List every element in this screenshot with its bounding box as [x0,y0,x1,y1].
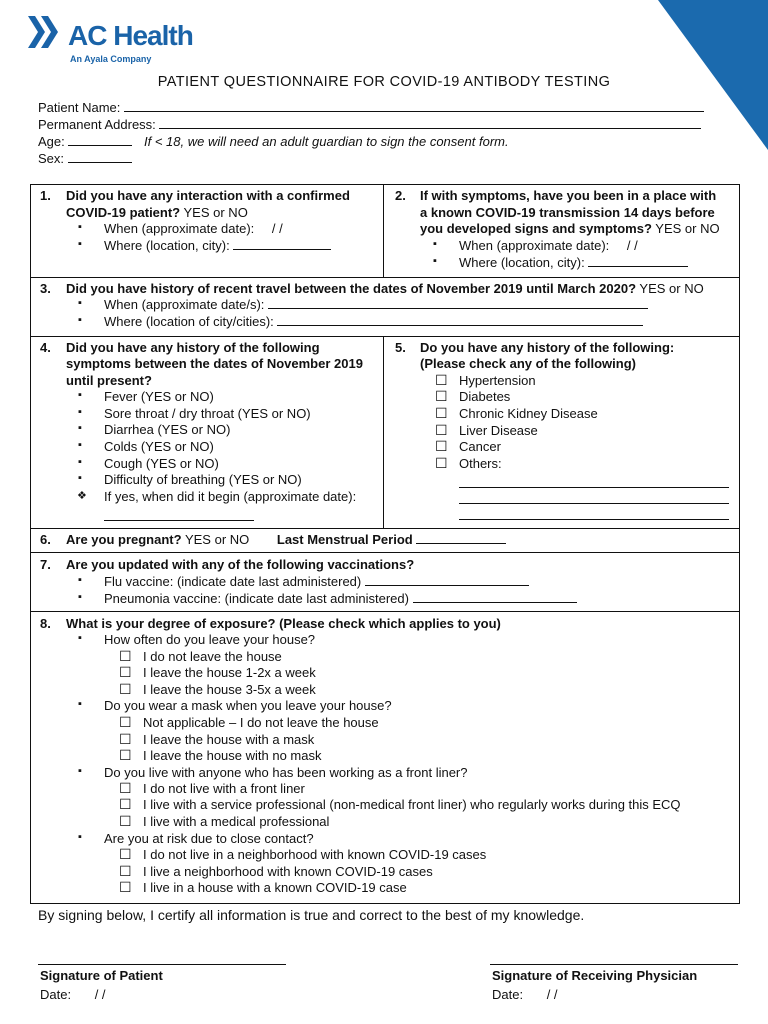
q3-where: ▪ Where (location of city/cities): [104,314,643,329]
q8-number: 8. [40,616,51,631]
q8-question: ▪ Do you live with anyone who has been working as a front liner? [104,765,468,780]
page-title: PATIENT QUESTIONNAIRE FOR COVID-19 ANTIBODY TESTING [157,74,611,90]
q5-others-field[interactable] [459,476,729,488]
address-field[interactable] [159,117,701,129]
patient-name-label: Patient Name: [38,100,121,115]
q5-checkbox-cancer[interactable]: ☐ Cancer [459,439,501,454]
row-divider [30,277,740,278]
q5-checkbox-hypertension[interactable]: ☐ Hypertension [459,373,536,388]
lmp-field[interactable] [416,532,506,544]
q7-flu: ▪ Flu vaccine: (indicate date last administered) [104,574,529,589]
row-divider [30,611,740,612]
physician-date: Date: / / [492,987,558,1002]
certification-text: By signing below, I certify all information is true and correct to the best of my knowledge. [38,907,585,923]
q5-checkbox-diabetes[interactable]: ☐ Diabetes [459,389,510,404]
physician-signature-line[interactable] [490,964,738,965]
q3-text: Did you have history of recent travel between the dates of November 2019 until March 2020? YES or NO [66,281,704,296]
q8-option[interactable]: ☐ I do not leave the house [143,649,282,664]
q8-option[interactable]: ☐ I leave the house with no mask [143,748,322,763]
q2-line3: you developed signs and symptoms? YES or NO [420,221,720,236]
col-divider [383,336,384,528]
q8-question: ▪ Are you at risk due to close contact? [104,831,314,846]
physician-signature-label: Signature of Receiving Physician [492,968,698,983]
q8-option[interactable]: ☐ Not applicable – I do not leave the house [143,715,379,730]
q8-option[interactable]: ☐ I do not live with a front liner [143,781,305,796]
patient-signature-line[interactable] [38,964,286,965]
q4-text: Did you have any history of the following [66,340,320,355]
sex-field[interactable] [68,151,132,163]
q1-when: ▪ When (approximate date): / / [104,221,283,236]
age-row [38,134,509,149]
q8-question: ▪ Do you wear a mask when you leave your house? [104,698,392,713]
q8-option[interactable]: ☐ I do not live in a neighborhood with known COVID-19 cases [143,847,486,862]
q4-symptom[interactable]: ▪ Sore throat / dry throat (YES or NO) [104,406,311,421]
col-divider [383,184,384,277]
q8-option[interactable]: ☐ I leave the house with a mask [143,732,314,747]
q5-text: Do you have any history of the following: [420,340,675,355]
patient-signature-label: Signature of Patient [40,968,163,983]
row-divider [30,552,740,553]
q5-line2: (Please check any of the following) [420,356,636,371]
q4-line3: until present? [66,373,152,388]
age-note: If < 18, we will need an adult guardian to sign the consent form. [144,134,509,149]
age-label: Age: [38,134,65,149]
q8-option[interactable]: ☐ I live with a medical professional [143,814,329,829]
q1-yes-no[interactable]: YES or NO [183,205,248,220]
q3-when: ▪ When (approximate date/s): [104,297,648,312]
logo-name: AC Health [68,20,193,51]
address-label: Permanent Address: [38,117,156,132]
logo-mark-icon [28,16,64,48]
flu-date-field[interactable] [365,574,529,586]
q8-option[interactable]: ☐ I live in a house with a known COVID-19 case [143,880,407,895]
q5-others-field[interactable] [459,508,729,520]
q3-yes-no[interactable]: YES or NO [639,281,704,296]
q1-where-field[interactable] [233,238,331,250]
q8-option[interactable]: ☐ I live a neighborhood with known COVID-19 cases [143,864,433,879]
q5-checkbox-liver[interactable]: ☐ Liver Disease [459,423,538,438]
q7-text: Are you updated with any of the following vaccinations? [66,557,415,572]
q4-number: 4. [40,340,51,355]
q2-text: If with symptoms, have you been in a place with [420,188,717,203]
q4-symptom[interactable]: ▪ Diarrhea (YES or NO) [104,422,230,437]
q2-when: ▪ When (approximate date): / / [459,238,638,253]
q6-text: Are you pregnant? YES or NO Last Menstrual Period [66,532,506,547]
q2-number: 2. [395,188,406,203]
q8-option[interactable]: ☐ I leave the house 1-2x a week [143,665,316,680]
q5-checkbox-ckd[interactable]: ☐ Chronic Kidney Disease [459,406,598,421]
patient-name-field[interactable] [124,100,704,112]
q1-text: Did you have any interaction with a confirmed [66,188,350,203]
q4-symptom[interactable]: ▪ Fever (YES or NO) [104,389,214,404]
q4-line2: symptoms between the dates of November 2019 [66,356,363,371]
row-divider [30,528,740,529]
q8-option[interactable]: ☐ I leave the house 3-5x a week [143,682,316,697]
patient-date: Date: / / [40,987,106,1002]
sex-label: Sex: [38,151,65,166]
ac-health-logo [28,16,228,66]
q5-number: 5. [395,340,406,355]
row-divider [30,336,740,337]
q3-where-field[interactable] [277,314,643,326]
q2-line2: a known COVID-19 transmission 14 days before [420,205,715,220]
q4-symptom[interactable]: ▪ Cough (YES or NO) [104,456,219,471]
q7-number: 7. [40,557,51,572]
patient-name-row [38,100,704,115]
q4-symptom[interactable]: ▪ Colds (YES or NO) [104,439,214,454]
q8-option[interactable]: ☐ I live with a service professional (non-medical front liner) who regularly works during this ECQ [143,797,681,812]
q8-question: ▪ How often do you leave your house? [104,632,315,647]
q4-if-yes: ❖ If yes, when did it begin (approximate date): [104,489,356,504]
q6-number: 6. [40,532,51,547]
q4-symptom[interactable]: ▪ Difficulty of breathing (YES or NO) [104,472,302,487]
address-row [38,117,701,132]
age-field[interactable] [68,134,132,146]
q1-line2: COVID-19 patient? YES or NO [66,205,248,220]
q1-number: 1. [40,188,51,203]
q6-yes-no[interactable]: YES or NO [184,532,250,547]
logo-tagline: An Ayala Company [70,54,152,64]
q3-number: 3. [40,281,51,296]
q8-text: What is your degree of exposure? (Please check which applies to you) [66,616,501,631]
q7-pneumo: ▪ Pneumonia vaccine: (indicate date last administered) [104,591,577,606]
q5-others-field[interactable] [459,492,729,504]
sex-row [38,151,132,166]
q4-date-field[interactable] [104,509,254,521]
q2-where-field[interactable] [588,255,688,267]
q2-where: ▪ Where (location, city): [459,255,688,270]
q2-yes-no[interactable]: YES or NO [655,221,720,236]
pneumo-date-field[interactable] [413,591,577,603]
q3-when-field[interactable] [268,297,648,309]
q5-checkbox-others[interactable]: ☐ Others: [459,456,502,471]
q1-where: ▪ Where (location, city): [104,238,331,253]
